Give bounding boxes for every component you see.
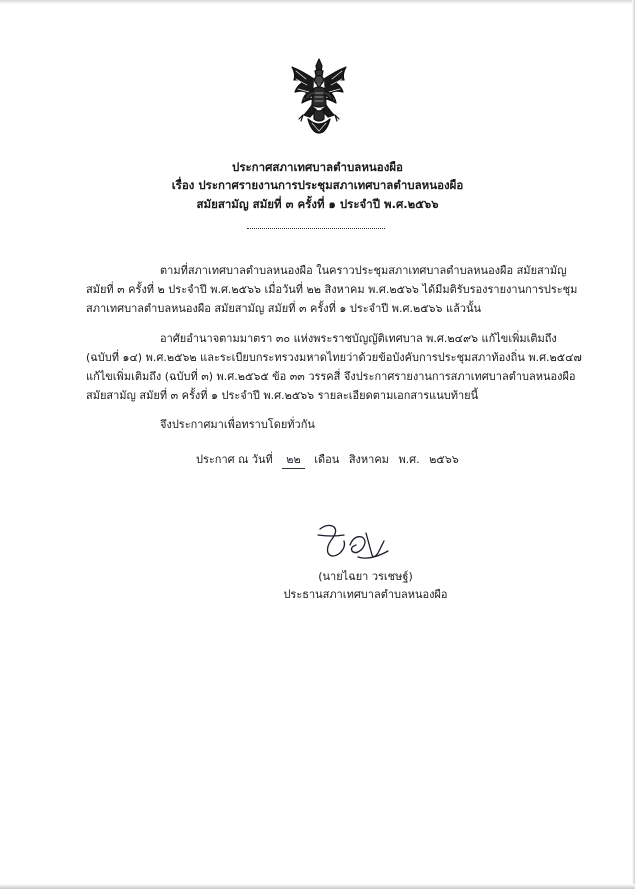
signatory-title: ประธานสภาเทศบาลตำบลหนองผือ	[283, 588, 448, 601]
announcement-date	[196, 450, 465, 469]
date-day: ๒๒	[282, 450, 305, 469]
scan-edge-top	[0, 0, 635, 4]
handwritten-signature-icon	[314, 515, 394, 567]
garuda-emblem-icon	[288, 57, 350, 139]
date-prefix: ประกาศ ณ วันที่	[196, 453, 273, 466]
paragraph-2-line-4: สมัยสามัญ สมัยที่ ๓ ครั้งที่ ๑ ประจำปี พ.ศ.๒๕๖๖ รายละเอียดตามเอกสารแนบท้ายนี้	[86, 389, 479, 402]
header-separator	[247, 228, 385, 229]
signatory-name: (นายไฉยา วรเชษฐ์)	[318, 570, 413, 583]
closing-statement: จึงประกาศมาเพื่อทราบโดยทั่วกัน	[160, 418, 315, 431]
date-year-label: พ.ศ.	[398, 453, 420, 466]
paragraph-1-line-2: สมัยที่ ๓ ครั้งที่ ๒ ประจำปี พ.ศ.๒๕๖๖ เมื่อวันที่ ๒๒ สิงหาคม พ.ศ.๒๕๖๖ ได้มีมติรับรองรายงานการประชุม	[86, 283, 578, 296]
paragraph-2-line-2: (ฉบับที่ ๑๔) พ.ศ.๒๕๖๒ และระเบียบกระทรวงมหาดไทยว่าด้วยข้อบังคับการประชุมสภาท้องถิ่น พ.ศ.๒๕๔๗	[86, 351, 582, 364]
date-month: สิงหาคม	[348, 453, 389, 466]
announcement-subject: เรื่อง ประกาศรายงานการประชุมสภาเทศบาลตำบลหนองผือ	[171, 178, 464, 192]
announcement-session: สมัยสามัญ สมัยที่ ๓ ครั้งที่ ๑ ประจำปี พ.ศ.๒๕๖๖	[196, 197, 439, 211]
date-month-label: เดือน	[314, 453, 340, 466]
date-year: ๒๕๖๖	[429, 453, 459, 466]
paragraph-1-line-1: ตามที่สภาเทศบาลตำบลหนองผือ ในคราวประชุมสภาเทศบาลตำบลหนองผือ สมัยสามัญ	[160, 264, 567, 277]
paragraph-2-line-3: แก้ไขเพิ่มเติมถึง (ฉบับที่ ๓) พ.ศ.๒๕๖๕ ข้อ ๓๓ วรรคสี่ จึงประกาศรายงานการสภาเทศบาลตำบลหนองผือ	[86, 370, 576, 383]
paragraph-2-line-1: อาศัยอำนาจตามมาตรา ๓๐ แห่งพระราชบัญญัติเทศบาล พ.ศ.๒๔๙๖ แก้ไขเพิ่มเติมถึง	[160, 332, 557, 345]
scan-edge-bottom	[0, 884, 635, 889]
paragraph-1-line-3: สภาเทศบาลตำบลหนองผือ สมัยสามัญ สมัยที่ ๓ ครั้งที่ ๑ ประจำปี พ.ศ.๒๕๖๖ แล้วนั้น	[86, 302, 482, 315]
announcement-title: ประกาศสภาเทศบาลตำบลหนองผือ	[232, 160, 403, 174]
